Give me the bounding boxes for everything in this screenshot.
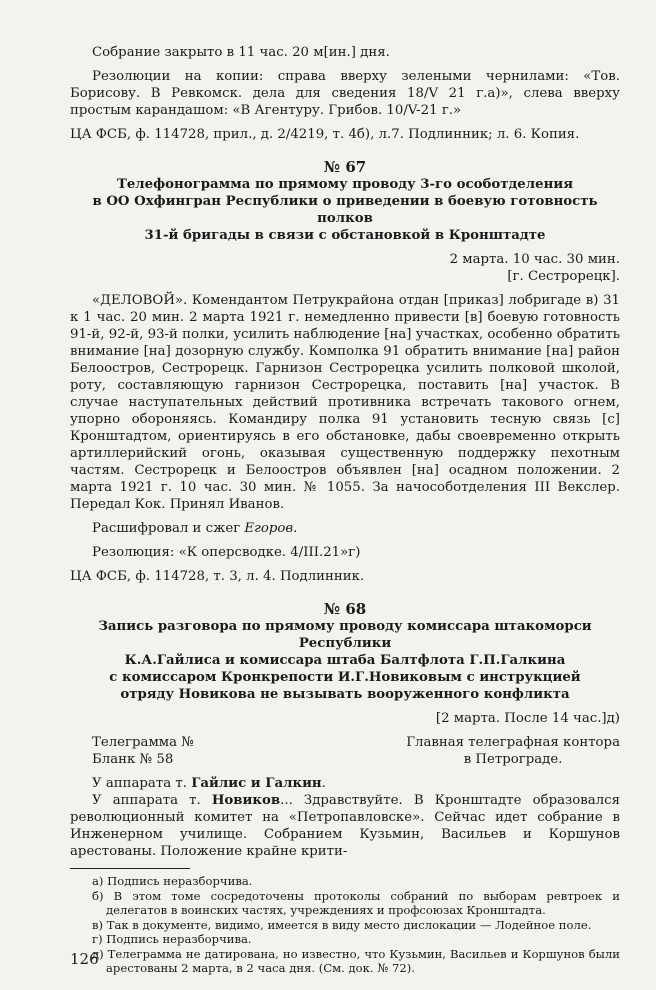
doc-67-decoded-label: Расшифровал и сжег: [92, 521, 241, 536]
line-2-name: Новиков: [211, 793, 281, 808]
line-1-prefix: У аппарата т.: [92, 776, 187, 791]
doc-68-title-line-1: Запись разговора по прямому проводу комиссара штакоморси Республики: [98, 619, 592, 651]
resolutions-text: Резолюции на копии: справа вверху зелеными чернилами: «Тов. Борисову. В Ревкомск. дела для сведения 18/V 21 г.а)», слева вверху простым карандашом: «В Агентуру. Грибов. 10/V-21 г.»: [70, 69, 620, 118]
footnote-a: а) Подпись неразборчива.: [92, 874, 253, 888]
office-line-2: в Петрограде.: [463, 752, 563, 767]
doc-67-decoded-name: Егоров.: [244, 521, 298, 536]
doc-67-date: 2 марта. 10 час. 30 мин.: [449, 252, 620, 267]
telegram-number: Телеграмма №: [92, 735, 194, 750]
doc-68-date: [2 марта. После 14 час.]д): [435, 711, 620, 726]
doc-67-title-line-1: Телефонограмма по прямому проводу 3-го особотделения: [116, 177, 574, 192]
doc-68-title-line-3: с комиссаром Кронкрепости И.Г.Новиковым с инструкцией: [109, 670, 581, 685]
archive-ref-1: ЦА ФСБ, ф. 114728, прил., д. 2/4219, т. 4б), л.7. Подлинник; л. 6. Копия.: [70, 127, 580, 142]
doc-67-resolution: Резолюция: «К оперсводке. 4/III.21»г): [92, 545, 361, 560]
meeting-closed-text: Собрание закрыто в 11 час. 20 м[ин.] дня.: [92, 45, 390, 60]
line-2-prefix: У аппарата т.: [92, 793, 201, 808]
archive-ref-2: ЦА ФСБ, ф. 114728, т. 3, л. 4. Подлинник.: [70, 569, 365, 584]
doc-68-title-line-2: К.А.Гайлиса и комиссара штаба Балтфлота Г.П.Галкина: [124, 653, 566, 668]
footnote-v: в) Так в документе, видимо, имеется в виду место дислокации — Лодейное поле.: [92, 917, 592, 932]
doc-68-title-line-4: отряду Новикова не вызывать вооруженного конфликта: [120, 687, 570, 702]
telegram-header: [70, 734, 620, 768]
line-1-names: Гайлис и Галкин: [191, 776, 322, 791]
line-2-text: ... Здравствуйте. В Кронштадте образовался революционный комитет на «Петропавловске». Сейчас идет собрание в Инженерном училище. Собранием Кузьмин, Васильев и Коршунов арестованы. Положение крайне крити-: [70, 793, 620, 859]
doc-67-title-line-2: в ОО Охфингран Республики о приведении в боевую готовность полков: [92, 194, 598, 226]
page-number: 126: [70, 950, 99, 968]
footnote-b: б) В этом томе сосредоточены протоколы собраний по выборам ревтроек и делегатов в воинских частях, учреждениях и профсоюзах Кронштадта.: [92, 888, 620, 917]
footnote-d: д) Телеграмма не датирована, но известно, что Кузьмин, Васильев и Коршунов были арестованы 2 марта, в 2 часа дня. (См. док. № 72).: [92, 946, 620, 975]
doc-68-line-1: У аппарата т. Гайлис и Галкин.: [92, 776, 326, 791]
doc-67-title-line-3: 31-й бригады в связи с обстановкой в Кронштадте: [144, 228, 546, 243]
footnote-separator: [70, 868, 190, 869]
doc-68-number: № 68: [323, 600, 367, 618]
office-line-1: Главная телеграфная контора: [406, 735, 620, 750]
doc-67-number: № 67: [323, 158, 367, 176]
doc-68-line-2: [70, 792, 620, 860]
doc-67-body: «ДЕЛОВОЙ». Комендантом Петрукрайона отдан [приказ] лобригаде в) 31 к 1 час. 20 мин. 2 марта 1921 г. немедленно привести [в] боевую готовность 91-й, 92-й, 93-й полки, усилить наблюдение [на] участках, особенно обратить внимание [на] дозорную службу. Комполка 91 обратить внимание [на] район Белоостров, Сестрорецк. Гарнизон Сестрорецка усилить полковой школой, роту, составляющую гарнизон Сестрорецка, поставить [на] участок. В случае наступательных действий противника встречать такового огнем, упорно обороняясь. Командиру полка 91 установить тесную связь [с] Кронштадтом, ориентируясь в его обстановке, дабы своевременно открыть артиллерийский огонь, оказывая существенную поддержку пехотным частям. Сестрорецк и Белоостров объявлен [на] осадном положении. 2 марта 1921 г. 10 час. 30 мин. № 1055. За начособотделения III Векслер. Передал Кок. Принял Иванов.: [70, 293, 620, 512]
blank-number: Бланк № 58: [92, 752, 174, 767]
footnote-g: г) Подпись неразборчива.: [92, 932, 252, 946]
doc-67-decoded: [70, 520, 620, 537]
doc-67-place: [г. Сестрорецк].: [507, 269, 620, 284]
